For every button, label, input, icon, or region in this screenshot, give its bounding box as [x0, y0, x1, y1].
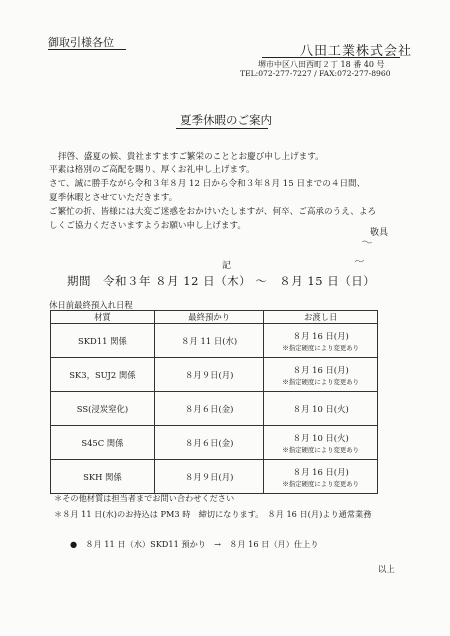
body-line: 平素は格別のご高配を賜り、厚くお礼申し上げます。 — [49, 165, 255, 175]
document-title: 夏季休暇のご案内 — [180, 113, 272, 127]
stray-mark — [355, 259, 364, 263]
header-return-date: お渡し日 — [264, 311, 378, 324]
table-header-row — [51, 311, 378, 324]
material-cell: SK3，SUJ2 関係 — [51, 358, 155, 392]
body-line: 夏季休暇とさせていただきます。 — [49, 193, 178, 203]
bullet-skd11: ● ８月 11 日（水）SKD11 預かり → ８月 16 日（月）仕上り — [70, 539, 319, 549]
table-row — [51, 460, 378, 494]
return-note: ※指定硬度により変更あり — [282, 377, 360, 386]
last-deposit-cell: ８月９日(月) — [154, 460, 264, 494]
return-cell — [264, 426, 378, 460]
title-underline — [176, 128, 268, 129]
header-last-deposit: 最終預かり — [154, 311, 264, 324]
return-date: ８月 16 日(月) — [292, 364, 349, 375]
closing-ijo: 以上 — [378, 564, 395, 574]
last-deposit-cell: ８月６日(金) — [154, 426, 264, 460]
return-note: ※指定硬度により変更あり — [282, 445, 360, 454]
return-date: ８月 10 日(火) — [292, 432, 349, 443]
closing-keigu: 敬具 — [370, 228, 389, 238]
return-note: ※指定硬度により変更あり — [282, 479, 360, 488]
return-date: ８月 10 日(火) — [292, 403, 349, 414]
schedule-caption: 休日前最終預入れ日程 — [49, 300, 133, 310]
company-underline — [262, 57, 400, 58]
addressee: 御取引様各位 — [48, 36, 114, 49]
last-deposit-cell: ８月９日(月) — [154, 358, 264, 392]
material-cell: S45C 関係 — [51, 426, 155, 460]
table-row — [51, 358, 378, 392]
stray-mark — [362, 240, 372, 244]
schedule-table — [50, 310, 378, 494]
table-row — [51, 392, 378, 426]
last-deposit-cell: ８月 11 日(水) — [154, 324, 264, 358]
material-cell: SS(浸炭窒化) — [51, 392, 155, 426]
material-cell: SKH 関係 — [51, 460, 155, 494]
body-line: 拝啓、盛夏の候、貴社ますますご繁栄のこととお慶び申し上げます。 — [58, 152, 324, 162]
body-line: しくご協力くださいますようお願い申し上げます。 — [49, 221, 246, 231]
company-address: 堺市中区八田西町２丁 18 番 40 号 — [258, 60, 385, 69]
company-contact: TEL:072-277-7227 / FAX:072-277-8960 — [240, 69, 391, 78]
ki-heading: 記 — [222, 261, 232, 271]
return-cell — [264, 324, 378, 358]
last-deposit-cell: ８月６日(金) — [154, 392, 264, 426]
note-other-materials: ＊その他材質は担当者までお問い合わせください — [54, 493, 235, 503]
table-row — [51, 426, 378, 460]
material-cell: SKD11 関係 — [51, 324, 155, 358]
return-cell — [264, 392, 378, 426]
return-cell — [264, 460, 378, 494]
return-date: ８月 16 日(月) — [292, 466, 349, 477]
return-cell — [264, 358, 378, 392]
header-material: 材質 — [51, 311, 155, 324]
body-line: ご繁忙の折、皆様には大変ご迷惑をおかけいたしますが、何卒、ご高承のうえ、よろ — [49, 207, 377, 217]
table-row — [51, 324, 378, 358]
body-line: さて、誠に勝手ながら令和３年８月 12 日から令和３年８月 15 日までの４日間、 — [49, 179, 366, 189]
return-note: ※指定硬度により変更あり — [282, 343, 360, 352]
addressee-underline — [48, 49, 126, 50]
note-deadline: ＊８月 11 日(水)のお持込は PM3 時 締切になります。 ８月 16 日(月)より通常業務 — [54, 509, 372, 519]
company-name: 八田工業株式会社 — [300, 44, 413, 59]
return-date: ８月 16 日(月) — [292, 330, 349, 341]
holiday-period: 期間 令和３年 ８月 12 日（木） ～ ８月 15 日（日） — [67, 274, 376, 288]
